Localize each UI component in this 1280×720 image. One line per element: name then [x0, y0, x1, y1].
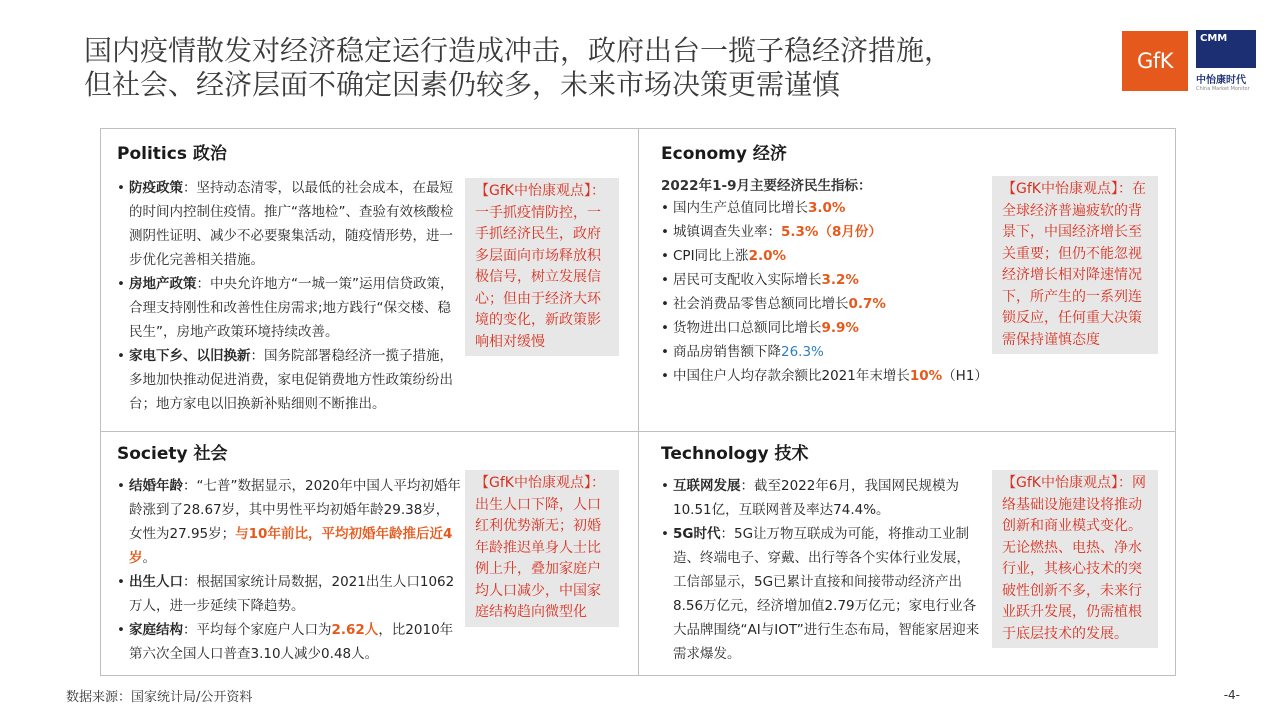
society-heading: Society 社会 — [117, 444, 228, 464]
list-item: • 国内生产总值同比增长3.0% — [661, 196, 1161, 220]
page-title — [84, 34, 1104, 102]
pest-grid — [100, 128, 1176, 676]
politics-heading: Politics 政治 — [117, 144, 227, 164]
list-item: • 商品房销售额下降26.3% — [661, 340, 1161, 364]
list-item: • 中国住户人均存款余额比2021年末增长10%（H1） — [661, 364, 1161, 388]
list-item: • 货物进出口总额同比增长9.9% — [661, 316, 1161, 340]
cmm-logo — [1196, 30, 1258, 94]
cmm-logo-mark: CMM — [1196, 30, 1256, 68]
economy-heading: Economy 经济 — [661, 144, 787, 164]
politics-opinion-box: 【GfK中怡康观点】：一手抓疫情防控，一手抓经济民生，政府多层面向市场释放积极信号，树立发展信心；但由于经济大环境的变化，新政策影响相对缓慢 — [465, 178, 619, 356]
list-item: • 互联网发展：截至2022年6月，我国网民规模为10.51亿，互联网普及率达74.4%。 — [661, 474, 987, 522]
economy-opinion-box: 【GfK中怡康观点】：在全球经济普遍疲软的背景下，中国经济增长至关重要；但仍不能忽视经济增长相对降速情况下，所产生的一系列连锁反应，任何重大决策需保持谨慎态度 — [992, 176, 1158, 354]
page-title-line-2: 但社会、经济层面不确定因素仍较多，未来市场决策更需谨慎 — [84, 68, 841, 101]
list-item: • 居民可支配收入实际增长3.2% — [661, 268, 1161, 292]
technology-list — [661, 474, 987, 666]
society-opinion-box: 【GfK中怡康观点】：出生人口下降，人口红利优势渐无；初婚年龄推迟单身人士比例上升，叠加家庭户均人口减少，中国家庭结构趋向微型化 — [465, 470, 619, 627]
list-item: • 出生人口：根据国家统计局数据，2021出生人口1062万人，进一步延续下降趋势。 — [117, 570, 462, 618]
page-number: -4- — [1223, 688, 1240, 702]
list-item: • 房地产政策：中央允许地方“一城一策”运用信贷政策，合理支持刚性和改善性住房需求;地方践行“保交楼、稳民生”，房地产政策环境持续改善。 — [117, 272, 457, 344]
gfk-logo: GfK — [1122, 31, 1188, 91]
list-item: • CPI同比上涨2.0% — [661, 244, 1161, 268]
politics-list — [117, 176, 457, 416]
technology-opinion-box: 【GfK中怡康观点】：网络基础设施建设将推动创新和商业模式变化。无论燃热、电热、净水行业，其核心技术的突破性创新不多，未来行业跃升发展，仍需植根于底层技术的发展。 — [992, 470, 1158, 648]
cmm-logo-cn: 中怡康时代 — [1196, 75, 1246, 86]
list-item: • 社会消费品零售总额同比增长0.7% — [661, 292, 1161, 316]
society-list — [117, 474, 462, 666]
list-item: • 5G时代：5G让万物互联成为可能，将推动工业制造、终端电子、穿戴、出行等各个实体行业发展， 工信部显示，5G已累计直接和间接带动经济产出8.56万亿元，经济增加值2.79万亿元；家电行业各大品牌围绕“AI与IOT”进行生态布局，智能家居迎来需求爆发。 — [661, 522, 987, 666]
data-source-note: 数据来源：国家统计局/公开资料 — [66, 690, 253, 705]
list-item: • 防疫政策：坚持动态清零，以最低的社会成本，在最短的时间内控制住疫情。推广“落地检”、查验有效核酸检测阴性证明、减少不必要聚集活动，随疫情形势，进一步优化完善相关措施。 — [117, 176, 457, 272]
economy-subtitle: 2022年1-9月主要经济民生指标： — [661, 178, 872, 194]
page-title-line-1: 国内疫情散发对经济稳定运行造成冲击，政府出台一揽子稳经济措施， — [84, 34, 953, 67]
grid-divider-vertical — [638, 129, 639, 675]
grid-divider-horizontal — [101, 431, 1175, 432]
cmm-logo-en: China Market Monitor — [1196, 86, 1250, 92]
list-item: • 家电下乡、以旧换新：国务院部署稳经济一揽子措施，多地加快推动促进消费，家电促销费地方性政策纷纷出台；地方家电以旧换新补贴细则不断推出。 — [117, 344, 457, 416]
list-item: • 家庭结构：平均每个家庭户人口为2.62人，比2010年第六次全国人口普查3.10人减少0.48人。 — [117, 618, 462, 666]
list-item: • 城镇调查失业率：5.3%（8月份） — [661, 220, 1161, 244]
list-item: • 结婚年龄：“七普”数据显示，2020年中国人平均初婚年龄涨到了28.67岁，其中男性平均初婚年龄29.38岁，女性为27.95岁；与10年前比，平均初婚年龄推后近4岁。 — [117, 474, 462, 570]
technology-heading: Technology 技术 — [661, 444, 809, 464]
